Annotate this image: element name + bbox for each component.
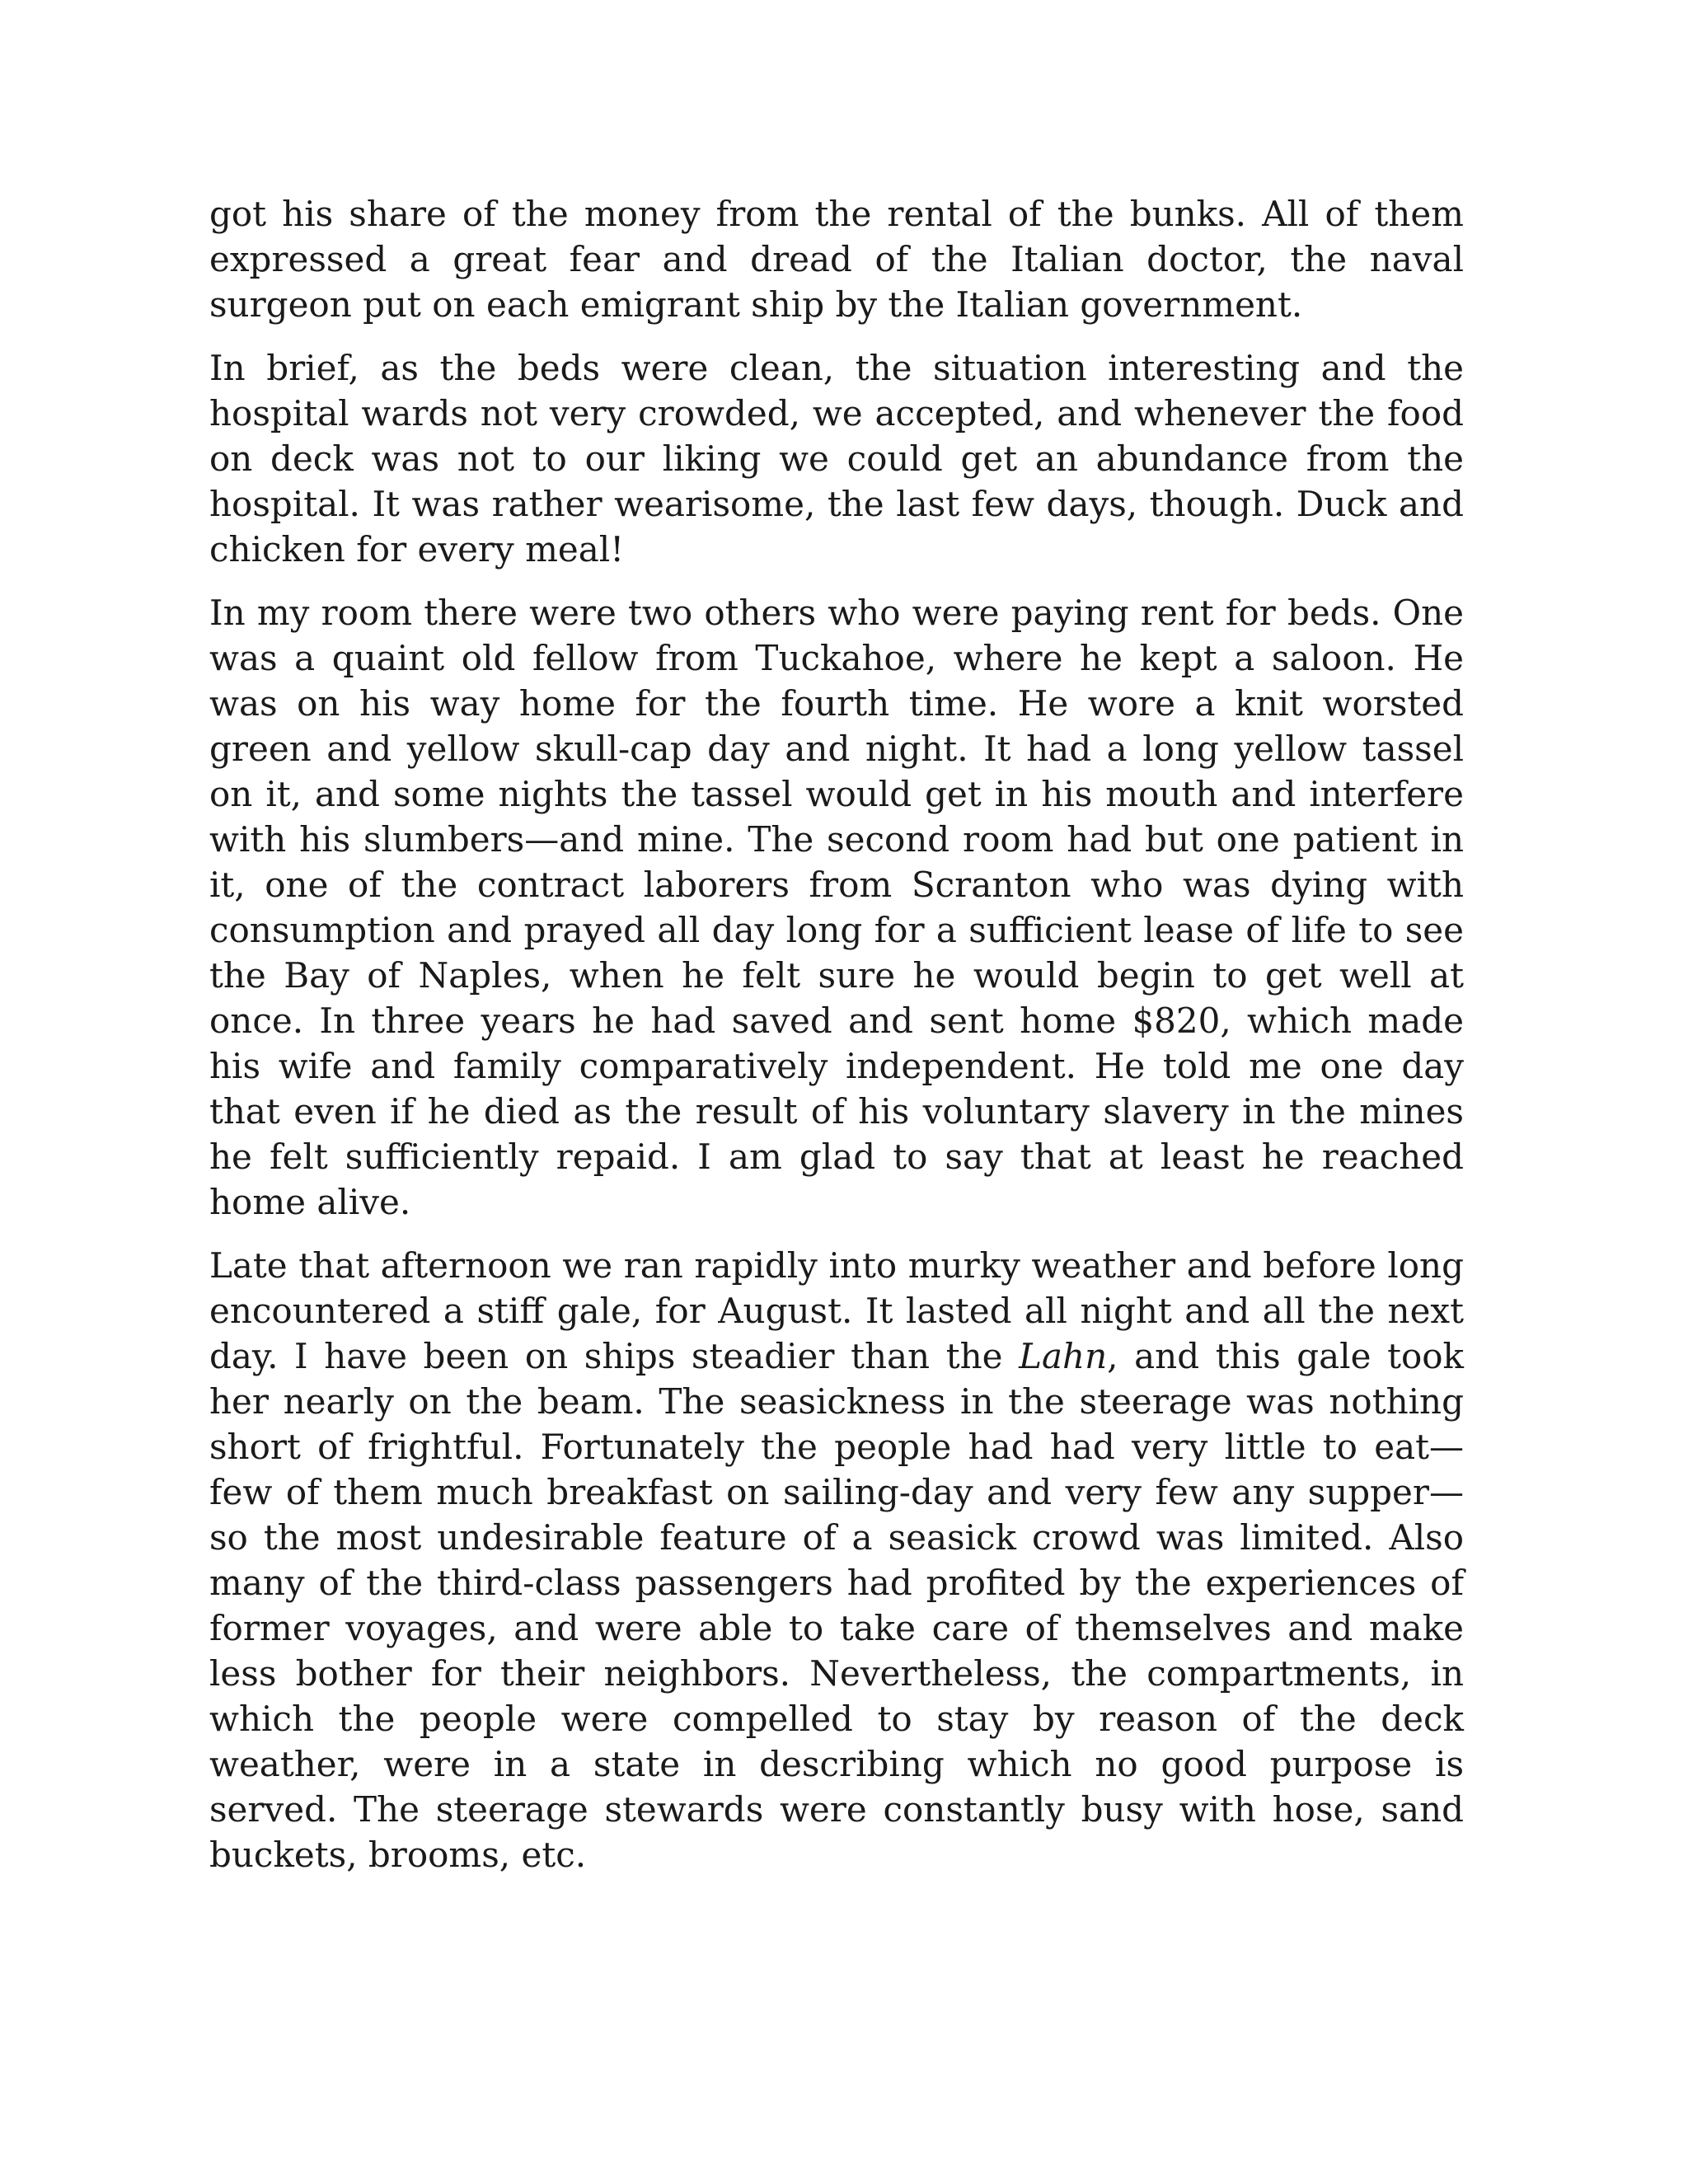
ship-name: Lahn [1019,1336,1108,1376]
paragraph-3: In my room there were two others who were paying rent for beds. One was a quaint old fellow from Tuckahoe, where he kept a saloon. He was on his way home for the fourth time. He wore a knit worsted green and yellow skull-cap day and night. It had a long yellow tassel on it, and some nights the tassel would get in his mouth and interfere with his slumbers—and mine. The second room had but one patient in it, one of the contract laborers from Scranton who was dying with consumption and prayed all day long for a sufficient lease of life to see the Bay of Naples, when he felt sure he would begin to get well at once. In three years he had saved and sent home $820, which made his wife and family comparatively independent. He told me one day that even if he died as the result of his voluntary slavery in the mines he felt sufficiently repaid. I am glad to say that at least he reached home alive. [209,593,1464,1222]
paragraph-4-text-before: Late that afternoon we ran rapidly into murky weather and before long encountered a stiff gale, for August. It lasted all night and all the next day. I have been on ships steadier than the [209,1245,1464,1376]
page-body [209,191,1464,1896]
paragraph-4-text-after: , and this gale took her nearly on the beam. The seasickness in the steerage was nothing short of frightful. Fortunately the people had had very little to eat—few of them much breakfast on sailing-day and very few any supper—so the most undesirable feature of a seasick crowd was limited. Also many of the third-class passengers had profited by the experiences of former voyages, and were able to take care of themselves and make less bother for their neighbors. Nevertheless, the compartments, in which the people were compelled to stay by reason of the deck weather, were in a state in describing which no good purpose is served. The steerage stewards were constantly busy with hose, sand buckets, brooms, etc. [209,1336,1464,1875]
paragraph-4 [209,1243,1464,1877]
paragraph-1: got his share of the money from the rental of the bunks. All of them expressed a great fear and dread of the Italian doctor, the naval surgeon put on each emigrant ship by the Italian government. [209,194,1464,325]
paragraph-2: In brief, as the beds were clean, the situation interesting and the hospital wards not very crowded, we accepted, and whenever the food on deck was not to our liking we could get an abundance from the hospital. It was rather wearisome, the last few days, though. Duck and chicken for every meal! [209,348,1464,569]
